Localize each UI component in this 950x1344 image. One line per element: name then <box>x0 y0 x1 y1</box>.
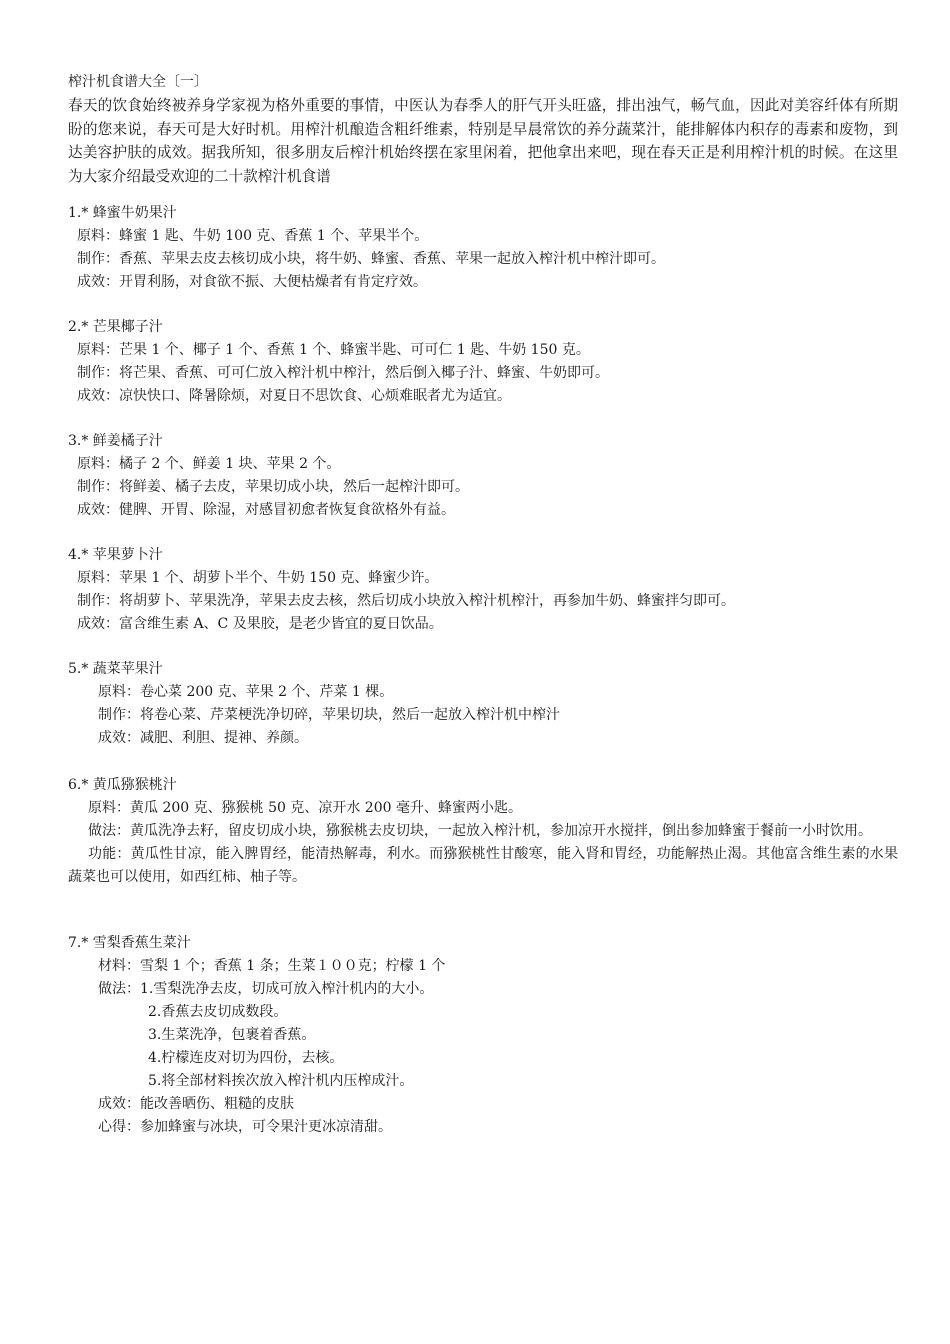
recipe-2 <box>68 316 898 408</box>
step-4: 4.柠檬连皮对切为四份，去核。 <box>148 1050 344 1066</box>
recipe-method: 制作：香蕉、苹果去皮去核切成小块，将牛奶、蜂蜜、香蕉、苹果一起放入榨汁机中榨汁即可。 <box>77 251 665 267</box>
recipe-title: 4.* 苹果萝卜汁 <box>68 547 163 563</box>
step-3: 3.生菜洗净，包裹着香蕉。 <box>148 1027 316 1043</box>
intro-paragraph: 春天的饮食始终被养身学家视为格外重要的事情，中医认为春季人的肝气开头旺盛，排出浊气，畅气血，因此对美容纤体有所期盼的您来说，春天可是大好时机。用榨汁机酿造含粗纤维素，特别是早晨常饮的养分蔬菜汁，能排解体内积存的毒素和废物，到达美容护肤的成效。据我所知，很多朋友后榨汁机始终摆在家里闲着，把他拿出来吧，现在春天正是利用榨汁机的时候。在这里为大家介绍最受欢迎的二十款榨汁机食谱 <box>68 97 898 185</box>
recipe-7 <box>68 932 898 1139</box>
recipe-ingredients: 原料：苹果 1 个、胡萝卜半个、牛奶 150 克、蜂蜜少许。 <box>77 570 439 586</box>
recipe-6 <box>68 774 898 889</box>
recipe-effect: 功能：黄瓜性甘凉，能入脾胃经，能清热解毒，利水。而猕猴桃性甘酸寒，能入肾和胃经，功能解热止渴。其他富含维生素的水果蔬菜也可以使用，如西红柿、柚子等。 <box>68 846 898 885</box>
step-2: 2.香蕉去皮切成数段。 <box>148 1004 288 1020</box>
method-label: 做法： <box>98 981 140 997</box>
step-1: 1.雪梨洗净去皮，切成可放入榨汁机内的大小。 <box>140 981 434 997</box>
recipe-ingredients: 原料：蜂蜜 1 匙、牛奶 100 克、香蕉 1 个、苹果半个。 <box>77 228 429 244</box>
document-title: 榨汁机食谱大全〔一〕 <box>68 74 208 90</box>
recipe-ingredients: 原料：芒果 1 个、椰子 1 个、香蕉 1 个、蜂蜜半匙、可可仁 1 匙、牛奶 150 克。 <box>77 342 590 358</box>
recipe-effect: 成效：凉快快口、降暑除烦，对夏日不思饮食、心烦难眠者尤为适宜。 <box>77 388 511 404</box>
recipe-5 <box>68 658 898 750</box>
recipe-effect: 成效：减肥、利胆、提神、养颜。 <box>98 730 308 746</box>
recipe-tip: 心得：参加蜂蜜与冰块，可令果汁更冰凉清甜。 <box>98 1119 392 1135</box>
recipe-title: 2.* 芒果椰子汁 <box>68 319 163 335</box>
recipe-title: 5.* 蔬菜苹果汁 <box>68 661 163 677</box>
recipe-title: 1.* 蜂蜜牛奶果汁 <box>68 205 177 221</box>
recipe-ingredients: 原料：卷心菜 200 克、苹果 2 个、芹菜 1 棵。 <box>98 684 394 700</box>
recipe-effect: 成效：开胃利肠，对食欲不振、大便枯燥者有肯定疗效。 <box>77 274 427 290</box>
recipe-method: 制作：将芒果、香蕉、可可仁放入榨汁机中榨汁，然后倒入椰子汁、蜂蜜、牛奶即可。 <box>77 365 609 381</box>
recipe-method: 做法：黄瓜洗净去籽，留皮切成小块，猕猴桃去皮切块，一起放入榨汁机，参加凉开水搅拌，倒出参加蜂蜜于餐前一小时饮用。 <box>88 823 872 839</box>
recipe-method: 制作：将卷心菜、芹菜梗洗净切碎，苹果切块，然后一起放入榨汁机中榨汁 <box>98 707 560 723</box>
recipe-title: 6.* 黄瓜猕猴桃汁 <box>68 777 177 793</box>
recipe-effect: 成效：能改善晒伤、粗糙的皮肤 <box>98 1096 294 1112</box>
recipe-method: 制作：将鲜姜、橘子去皮，苹果切成小块，然后一起榨汁即可。 <box>77 479 469 495</box>
recipe-4 <box>68 544 898 636</box>
recipe-ingredients: 原料：黄瓜 200 克、猕猴桃 50 克、凉开水 200 毫升、蜂蜜两小匙。 <box>88 800 522 816</box>
recipe-3 <box>68 430 898 522</box>
step-5: 5.将全部材料挨次放入榨汁机内压榨成汁。 <box>148 1073 414 1089</box>
recipe-title: 3.* 鲜姜橘子汁 <box>68 433 163 449</box>
recipe-effect: 成效：健脾、开胃、除湿，对感冒初愈者恢复食欲格外有益。 <box>77 502 455 518</box>
recipe-method-first-step <box>68 978 898 1001</box>
recipe-effect: 成效：富含维生素 A、C 及果胶，是老少皆宜的夏日饮品。 <box>77 616 443 632</box>
recipe-1 <box>68 202 898 294</box>
recipe-ingredients: 材料：雪梨 1 个；香蕉 1 条；生菜１００克；柠檬 1 个 <box>98 958 446 974</box>
recipe-title: 7.* 雪梨香蕉生菜汁 <box>68 935 191 951</box>
recipe-ingredients: 原料：橘子 2 个、鲜姜 1 块、苹果 2 个。 <box>77 456 341 472</box>
recipe-method: 制作：将胡萝卜、苹果洗净，苹果去皮去核，然后切成小块放入榨汁机榨汁，再参加牛奶、蜂蜜拌匀即可。 <box>77 593 735 609</box>
